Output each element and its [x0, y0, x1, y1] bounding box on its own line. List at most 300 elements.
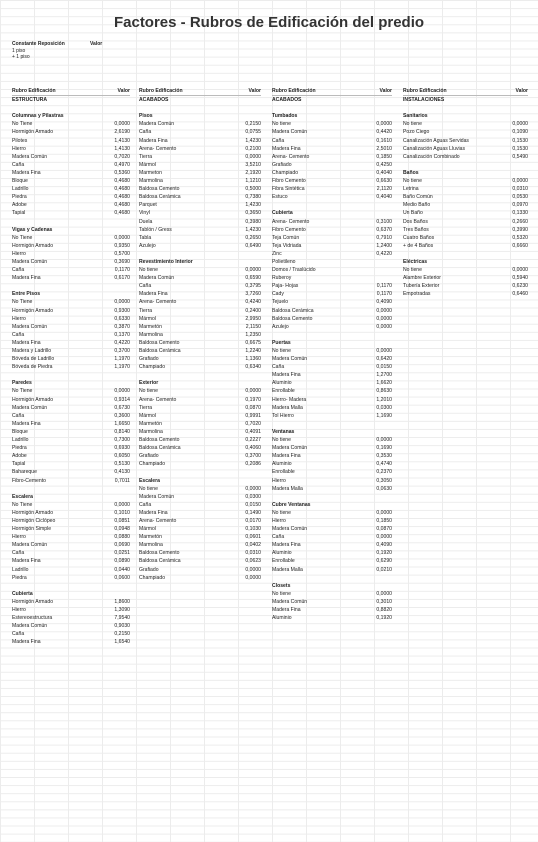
item-name: No tiene: [139, 388, 158, 395]
constant-row: + 1 piso: [12, 54, 30, 60]
item-name: Baño Común: [403, 194, 433, 201]
item-name: Madera Común: [12, 258, 48, 265]
item-value: 0,6330: [114, 315, 130, 322]
item-name: Arena- Cemento: [272, 153, 310, 160]
item-name: Hormigón Armado: [12, 509, 54, 516]
item-name: Caña: [139, 501, 152, 508]
table-row: [272, 242, 392, 250]
item-value: 0,1170: [376, 291, 392, 298]
table-row: [139, 193, 261, 201]
table-row: [12, 120, 130, 128]
item-value: 0,0000: [114, 121, 130, 128]
item-name: Cady: [272, 291, 284, 298]
table-row: [12, 347, 130, 355]
item-name: Grafiado: [272, 161, 292, 168]
item-value: 2,6190: [114, 129, 130, 136]
item-name: Empotradas: [403, 291, 431, 298]
spacer: [139, 250, 261, 258]
item-name: No tiene: [403, 267, 422, 274]
item-value: 0,0310: [245, 550, 261, 557]
item-name: No tiene: [272, 509, 291, 516]
item-value: 0,2150: [245, 121, 261, 128]
item-value: 1,4130: [114, 137, 130, 144]
table-row: [12, 323, 130, 331]
item-value: 0,0000: [376, 534, 392, 541]
table-row: [12, 574, 130, 582]
column-acabados-1: [139, 87, 261, 582]
item-name: Madera Común: [139, 121, 175, 128]
item-name: Arena- Cemento: [139, 145, 177, 152]
item-value: 1,3090: [114, 607, 130, 613]
item-value: 0,3100: [376, 218, 392, 225]
item-name: Medio Baño: [403, 202, 431, 209]
column-estructura: [12, 87, 130, 646]
item-name: Dos Baños: [403, 218, 428, 225]
table-row: [139, 493, 261, 501]
item-name: Madera Común: [12, 404, 48, 411]
item-value: 7,9540: [114, 615, 130, 622]
item-name: Caña: [12, 631, 25, 638]
item-value: 1,2240: [245, 348, 261, 354]
item-name: Baldosa Cemento: [139, 339, 180, 346]
item-value: 1,1970: [114, 356, 130, 363]
item-value: 0,0000: [245, 153, 261, 160]
spacer: [12, 282, 130, 290]
item-value: 0,0000: [376, 437, 392, 444]
table-row: [12, 525, 130, 533]
item-name: Arena- Cemento: [272, 218, 310, 225]
item-name: Madera y Ladrillo: [12, 348, 52, 354]
table-row: [403, 234, 528, 242]
item-name: Duela: [139, 218, 153, 225]
item-name: Mármol: [139, 412, 156, 419]
item-name: + de 4 Baños: [403, 242, 434, 249]
item-value: 0,0000: [376, 307, 392, 314]
item-value: 0,8140: [114, 428, 130, 435]
table-row: [272, 517, 392, 525]
table-row: [12, 460, 130, 468]
item-name: Madera Fina: [272, 453, 301, 460]
item-value: 0,2150: [114, 631, 130, 638]
item-name: Tapial: [12, 461, 26, 468]
item-name: Arena- Cemento: [139, 517, 177, 524]
table-row: [12, 145, 130, 153]
column-header: [12, 87, 130, 96]
table-row: [139, 363, 261, 371]
item-name: Caña: [12, 267, 25, 274]
item-value: 2,1120: [376, 186, 392, 193]
item-value: 0,1330: [512, 210, 528, 217]
item-value: 0,4680: [114, 210, 130, 217]
spacer: [12, 104, 130, 112]
spacer: [403, 161, 528, 169]
item-name: Baldosa Cemento: [139, 186, 180, 193]
item-name: Hormigón Armado: [12, 307, 54, 314]
item-name: Baldosa Cerámica: [139, 558, 181, 565]
table-row: [139, 201, 261, 209]
spacer: [12, 582, 130, 590]
table-row: [12, 193, 130, 201]
item-value: 1,6650: [114, 420, 130, 427]
item-value: 1,2700: [376, 372, 392, 379]
item-value: 0,7300: [114, 437, 130, 444]
item-value: 0,6660: [512, 242, 528, 249]
item-value: 0,0440: [114, 566, 130, 573]
table-row: [272, 557, 392, 565]
item-name: Madera Fina: [12, 558, 41, 565]
item-name: Aluminio: [272, 380, 292, 387]
section-title: Pisos: [139, 113, 153, 120]
item-name: Caña: [12, 550, 25, 557]
item-value: 0,0000: [114, 388, 130, 395]
item-value: 0,4420: [376, 129, 392, 136]
item-value: 0,4740: [376, 461, 392, 468]
item-value: 0,4040: [376, 194, 392, 201]
table-row: [139, 331, 261, 339]
table-row: [272, 379, 392, 387]
table-row: [12, 339, 130, 347]
item-name: Polietileno: [272, 258, 296, 265]
table-row: [272, 128, 392, 136]
spacer: [272, 331, 392, 339]
item-name: Ladrillo: [12, 437, 29, 444]
item-value: 0,4090: [376, 542, 392, 549]
item-value: 1,6540: [114, 639, 130, 646]
item-value: 2,5010: [376, 145, 392, 152]
item-name: Baldosa Cerámica: [139, 194, 181, 201]
item-name: Adobe: [12, 202, 27, 209]
table-row: [403, 218, 528, 226]
table-row: [139, 185, 261, 193]
item-value: 0,0000: [114, 501, 130, 508]
item-name: Madera Común: [12, 623, 48, 630]
item-name: Hormigón Ciclópeo: [12, 517, 56, 524]
item-name: Bóveda de Ladrillo: [12, 356, 55, 363]
item-value: 0,0600: [114, 574, 130, 581]
item-value: 0,3650: [245, 210, 261, 217]
table-row: [12, 169, 130, 177]
table-row: [139, 557, 261, 565]
table-row: [403, 226, 528, 234]
item-value: 0,0530: [512, 194, 528, 201]
table-row: [139, 549, 261, 557]
item-value: 0,6630: [376, 178, 392, 185]
item-value: 0,2100: [245, 145, 261, 152]
item-value: 0,9314: [114, 396, 130, 403]
table-row: [12, 420, 130, 428]
table-row: [272, 290, 392, 298]
item-value: 0,0000: [376, 509, 392, 516]
item-value: 0,0000: [512, 267, 528, 274]
item-name: Hierro: [272, 477, 286, 484]
item-name: Piedra: [12, 445, 27, 452]
item-value: 0,4091: [245, 428, 261, 435]
table-row: [272, 533, 392, 541]
item-name: Hormigón Armado: [12, 129, 54, 136]
item-name: Hierro: [12, 145, 26, 152]
item-name: No Tiene: [12, 299, 33, 306]
table-row: [403, 120, 528, 128]
table-row: [139, 428, 261, 436]
table-row: [139, 566, 261, 574]
table-row: [139, 282, 261, 290]
table-row: [12, 209, 130, 217]
item-name: No tiene: [403, 121, 422, 128]
item-value: 0,6490: [245, 242, 261, 249]
table-row: [272, 436, 392, 444]
table-row: [272, 606, 392, 614]
item-name: Tejuelo: [272, 299, 289, 306]
table-row: [139, 396, 261, 404]
item-name: Madera Común: [272, 445, 308, 452]
item-name: Madera Fina: [272, 145, 301, 152]
item-value: 0,6170: [114, 275, 130, 282]
item-name: Hierro: [12, 607, 26, 613]
item-name: Estereoestructura: [12, 615, 53, 622]
table-row: [272, 274, 392, 282]
item-value: 0,1690: [376, 445, 392, 452]
table-row: [12, 557, 130, 565]
item-name: Ladrillo: [12, 566, 29, 573]
table-row: [12, 468, 130, 476]
item-name: Bloque: [12, 178, 28, 185]
table-row: [12, 387, 130, 395]
section-title: Vigas y Cadenas: [12, 226, 53, 233]
table-row: [12, 258, 130, 266]
table-row: [272, 218, 392, 226]
item-name: Caña: [272, 364, 285, 371]
item-value: 0,7011: [114, 477, 130, 484]
item-value: 0,0210: [376, 566, 392, 573]
table-row: [12, 614, 130, 622]
table-row: [403, 201, 528, 209]
table-row: [272, 323, 392, 331]
item-name: Enrollable: [272, 469, 295, 476]
item-value: 0,0880: [114, 534, 130, 541]
column-acabados-2: [272, 87, 392, 622]
item-name: Fibro Cemento: [272, 178, 306, 185]
item-name: No Tiene: [12, 388, 33, 395]
item-value: 1,8600: [114, 598, 130, 605]
item-value: 0,0310: [512, 186, 528, 193]
table-row: [139, 444, 261, 452]
item-value: 0,1610: [376, 137, 392, 144]
item-value: 0,0000: [245, 566, 261, 573]
item-value: 0,1850: [376, 517, 392, 524]
item-name: Caña: [12, 331, 25, 338]
item-value: 0,3700: [245, 453, 261, 460]
table-row: [403, 242, 528, 250]
table-row: [12, 638, 130, 646]
table-row: [272, 460, 392, 468]
section-title: Tumbados: [272, 113, 298, 120]
item-name: Madera Común: [12, 323, 48, 330]
item-name: Pilotes: [12, 137, 28, 144]
item-value: 0,2400: [245, 307, 261, 314]
item-value: 0,5000: [245, 186, 261, 193]
item-value: 0,4680: [114, 186, 130, 193]
item-name: Madera Común: [139, 275, 175, 282]
table-row: [272, 598, 392, 606]
item-name: Bloque: [12, 428, 28, 435]
item-name: Champiado: [139, 461, 166, 468]
item-value: 0,4680: [114, 178, 130, 185]
table-row: [139, 509, 261, 517]
item-name: Fibro Cemento: [272, 226, 306, 233]
item-value: 1,1970: [114, 364, 130, 371]
column-header-valor: Valor: [248, 88, 261, 94]
item-value: 0,8820: [376, 607, 392, 613]
item-name: Madera Común: [12, 153, 48, 160]
item-name: Madera Común: [272, 356, 308, 363]
item-name: Madera Común: [272, 129, 308, 136]
table-row: [12, 541, 130, 549]
table-row: [12, 477, 130, 485]
item-name: Vinyl: [139, 210, 150, 217]
item-name: Marmetón: [139, 323, 162, 330]
item-name: Tierra: [139, 404, 153, 411]
item-name: Hormigón Armado: [12, 598, 54, 605]
table-row: [139, 412, 261, 420]
item-name: Madera Fina: [12, 420, 41, 427]
table-row: [403, 274, 528, 282]
item-value: 0,1170: [376, 283, 392, 290]
item-name: Paja- Hojas: [272, 283, 299, 290]
column-header-rubro: Rubro Edificación: [403, 88, 447, 94]
item-value: 0,7020: [245, 420, 261, 427]
table-row: [403, 282, 528, 290]
item-value: 0,1090: [512, 129, 528, 136]
item-name: No tiene: [272, 348, 291, 354]
table-row: [139, 266, 261, 274]
item-value: 0,0948: [114, 526, 130, 533]
item-value: 0,6340: [245, 364, 261, 371]
item-name: Champiado: [139, 364, 166, 371]
table-row: [272, 363, 392, 371]
item-name: Marmeton: [139, 169, 162, 176]
item-value: 1,4230: [245, 137, 261, 144]
item-name: Mármol: [139, 161, 156, 168]
column-header-rubro: Rubro Edificación: [139, 88, 183, 94]
item-name: Champiado: [139, 574, 166, 581]
item-name: Adobe: [12, 453, 27, 460]
item-name: Hormigón Armado: [12, 396, 54, 403]
table-row: [272, 120, 392, 128]
item-value: 0,3010: [376, 598, 392, 605]
table-row: [12, 242, 130, 250]
item-name: Letrina: [403, 186, 419, 193]
table-row: [139, 525, 261, 533]
item-name: Hierro: [272, 517, 286, 524]
item-value: 0,3795: [245, 283, 261, 290]
item-name: Marmolina: [139, 542, 163, 549]
item-name: Grafiado: [139, 566, 159, 573]
table-row: [139, 274, 261, 282]
item-value: 0,1920: [376, 550, 392, 557]
column-header: [139, 87, 261, 96]
column-header-valor: Valor: [379, 88, 392, 94]
item-name: Piedra: [12, 194, 27, 201]
item-value: 0,0601: [245, 534, 261, 541]
table-row: [403, 185, 528, 193]
table-row: [272, 525, 392, 533]
item-value: 0,6460: [512, 291, 528, 298]
table-row: [12, 234, 130, 242]
item-value: 0,2660: [512, 218, 528, 225]
table-row: [139, 153, 261, 161]
table-row: [272, 541, 392, 549]
item-name: Madera Fina: [139, 291, 168, 298]
item-value: 0,6290: [376, 558, 392, 565]
table-row: [272, 477, 392, 485]
table-row: [12, 201, 130, 209]
item-value: 0,1530: [512, 137, 528, 144]
table-row: [12, 549, 130, 557]
table-row: [139, 234, 261, 242]
table-row: [272, 153, 392, 161]
item-value: 0,6050: [114, 453, 130, 460]
item-value: 0,4220: [114, 339, 130, 346]
table-row: [12, 566, 130, 574]
section-title: Revestimiento Interior: [139, 258, 193, 265]
item-name: Grafiado: [139, 356, 159, 363]
item-name: Aluminio: [272, 550, 292, 557]
table-row: [272, 193, 392, 201]
item-name: Marmetón: [139, 534, 162, 541]
item-value: 1,4130: [114, 145, 130, 152]
table-row: [272, 590, 392, 598]
spacer: [12, 218, 130, 226]
table-row: [12, 396, 130, 404]
table-row: [272, 185, 392, 193]
table-row: [12, 517, 130, 525]
table-row: [272, 444, 392, 452]
table-row: [272, 355, 392, 363]
item-value: 0,0970: [512, 202, 528, 209]
item-value: 0,1850: [376, 153, 392, 160]
item-value: 0,0890: [114, 558, 130, 565]
item-value: 0,0000: [376, 348, 392, 354]
item-value: 0,6730: [114, 404, 130, 411]
item-name: Madera Común: [12, 542, 48, 549]
item-value: 0,6675: [245, 339, 261, 346]
item-name: Caña: [139, 283, 152, 290]
item-value: 0,1370: [114, 331, 130, 338]
constant-header: [12, 41, 102, 61]
table-row: [403, 153, 528, 161]
section-title: Cubre Ventanas: [272, 501, 311, 508]
item-value: 0,4240: [245, 299, 261, 306]
item-value: 0,7020: [114, 153, 130, 160]
column-header-rubro: Rubro Edificación: [12, 88, 56, 94]
item-value: 0,0630: [376, 485, 392, 492]
item-name: Madera Malla: [272, 485, 303, 492]
item-name: No Tiene: [12, 501, 33, 508]
item-value: 0,1170: [114, 267, 130, 274]
item-name: No Tiene: [12, 234, 33, 241]
item-value: 1,4230: [245, 202, 261, 209]
item-value: 0,2370: [376, 469, 392, 476]
table-row: [272, 161, 392, 169]
table-row: [139, 574, 261, 582]
item-value: 0,1920: [376, 615, 392, 622]
item-name: Baldosa Cemento: [139, 550, 180, 557]
column-header-rubro: Rubro Edificación: [272, 88, 316, 94]
item-value: 1,2400: [376, 242, 392, 249]
item-name: Hormigón Armado: [12, 242, 54, 249]
item-name: Ruberoy: [272, 275, 292, 282]
item-name: No tiene: [403, 178, 422, 185]
